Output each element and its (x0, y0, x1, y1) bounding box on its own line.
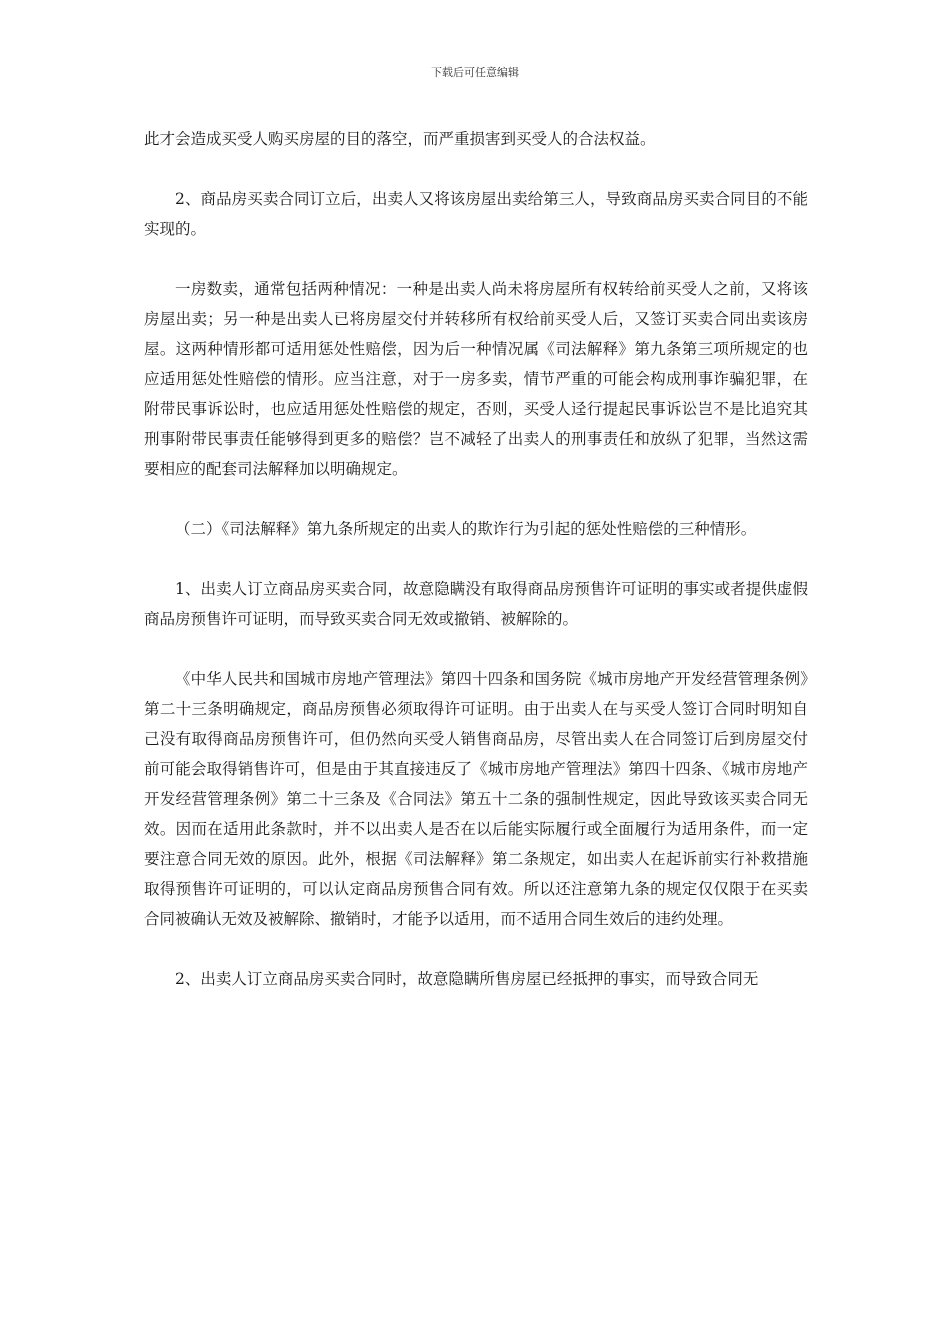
paragraph-7: 2、出卖人订立商品房买卖合同时，故意隐瞒所售房屋已经抵押的事实，而导致合同无 (175, 970, 759, 988)
page-header: 下载后可任意编辑 (431, 66, 519, 79)
paragraph-6: 《中华人民共和国城市房地产管理法》第四十四条和国务院《城市房地产开发经营管理条例》第二十三条明确规定，商品房预售必须取得许可证明。由于出卖人在与买受人签订合同时明知自己没有取得商品房预售许可，但仍然向买受人销售商品房，尽管出卖人在合同签订后到房屋交付前可能会取得销售许可，但是由于其直接违反了《城市房地产管理法》第四十四条、《城市房地产开发经营管理条例》第二十三条及《合同法》第五十二条的强制性规定，因此导致该买卖合同无效。因而在适用此条款时，并不以出卖人是否在以后能实际履行或全面履行为适用条件，而一定要注意合同无效的原因。此外，根据《司法解释》第二条规定，如出卖人在起诉前实行补救措施取得预售许可证明的，可以认定商品房预售合同有效。所以还注意第九条的规定仅仅限于在买卖合同被确认无效及被解除、撤销时，才能予以适用，而不适用合同生效后的违约处理。 (144, 670, 808, 928)
paragraph-3: 一房数卖，通常包括两种情况：一种是出卖人尚未将房屋所有权转给前买受人之前，又将该房屋出卖；另一种是出卖人已将房屋交付并转移所有权给前买受人后，又签订买卖合同出卖该房屋。这两种情形都可适用惩处性赔偿，因为后一种情况属《司法解释》第九条第三项所规定的也应适用惩处性赔偿的情形。应当注意，对于一房多卖，情节严重的可能会构成刑事诈骗犯罪，在附带民事诉讼时，也应适用惩处性赔偿的规定，否则，买受人迳行提起民事诉讼岂不是比追究其刑事附带民事责任能够得到更多的赔偿？岂不减轻了出卖人的刑事责任和放纵了犯罪，当然这需要相应的配套司法解释加以明确规定。 (144, 280, 808, 478)
document-body (144, 124, 808, 1024)
paragraph-1: 此才会造成买受人购买房屋的目的落空，而严重损害到买受人的合法权益。 (144, 130, 656, 148)
paragraph-5: 1、出卖人订立商品房买卖合同，故意隐瞒没有取得商品房预售许可证明的事实或者提供虚假商品房预售许可证明，而导致买卖合同无效或撤销、被解除的。 (144, 580, 808, 628)
paragraph-2: 2、商品房买卖合同订立后，出卖人又将该房屋出卖给第三人，导致商品房买卖合同目的不能实现的。 (144, 190, 808, 238)
paragraph-4: （二）《司法解释》第九条所规定的出卖人的欺诈行为引起的惩处性赔偿的三种情形。 (175, 520, 757, 538)
